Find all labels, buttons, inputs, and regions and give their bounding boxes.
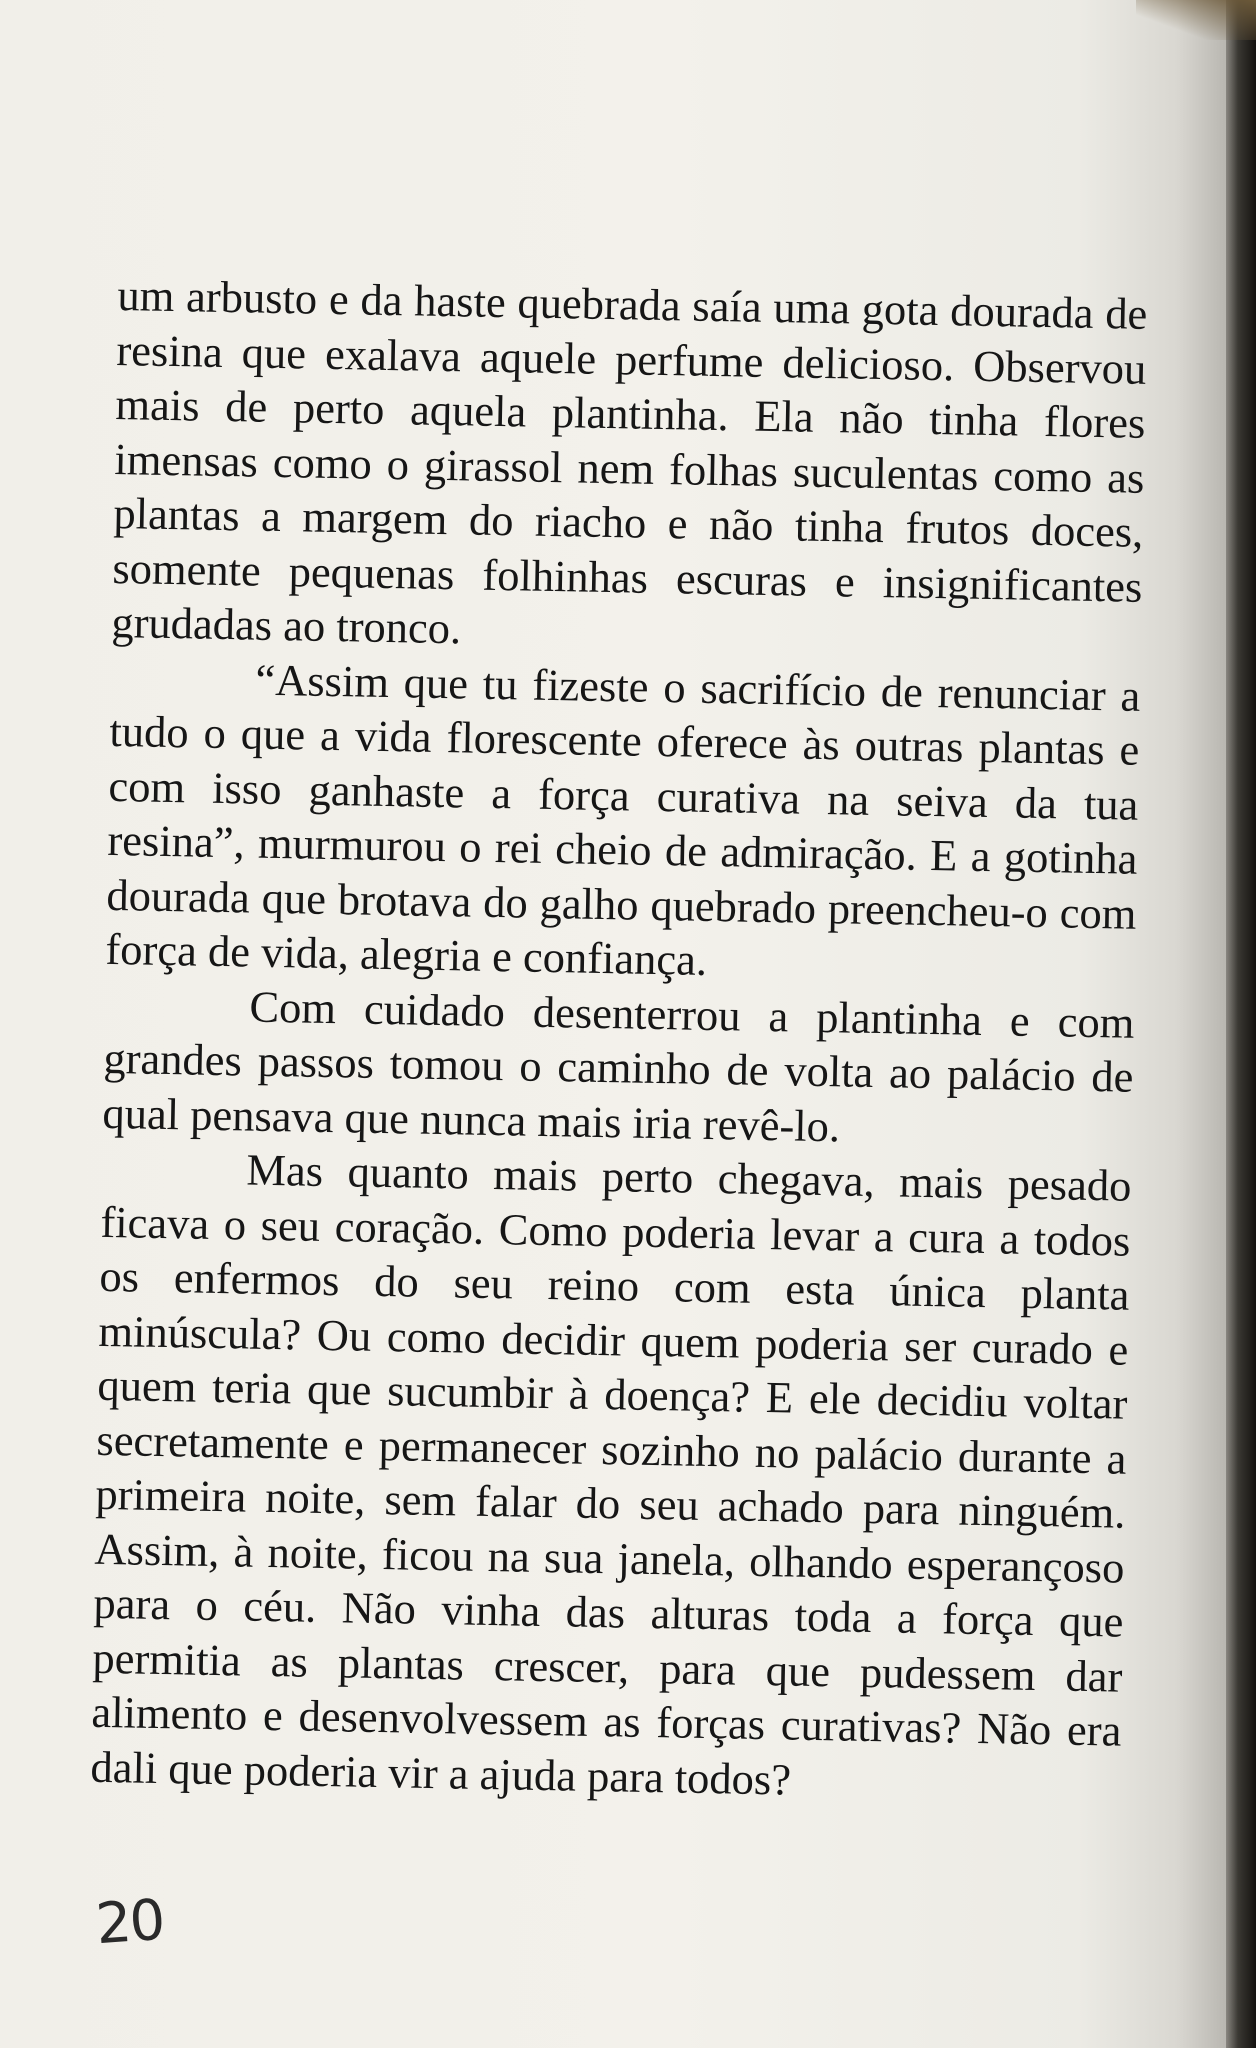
text-line: plantas a margem do riacho e não tinha frutos doces, bbox=[113, 487, 1144, 557]
text-line: para o céu. Não vinha das alturas toda a força que bbox=[93, 1577, 1124, 1647]
paragraph bbox=[102, 976, 1135, 1158]
page-corner-shadow bbox=[1136, 0, 1256, 40]
text-line: Assim, à noite, ficou na sua janela, olhando esperançoso bbox=[94, 1523, 1125, 1593]
text-line: quem teria que sucumbir à doença? E ele decidiu voltar bbox=[97, 1359, 1128, 1429]
text-line: alimento e desenvolvessem as forças curativas? Não era bbox=[91, 1686, 1122, 1756]
text-line: tudo o que a vida florescente oferece às outras plantas e bbox=[109, 705, 1140, 775]
paragraph bbox=[111, 268, 1148, 668]
text-line: ficava o seu coração. Como poderia levar a cura a todos bbox=[100, 1196, 1131, 1266]
text-line: dali que poderia vir a ajuda para todos? bbox=[90, 1741, 792, 1805]
text-line: permitia as plantas crescer, para que pudessem dar bbox=[92, 1632, 1123, 1702]
text-line: “Assim que tu fizeste o sacrifício de renunciar a bbox=[255, 654, 1141, 721]
text-line: mais de perto aquela plantinha. Ela não tinha flores bbox=[115, 378, 1146, 448]
text-line: somente pequenas folhinhas escuras e insignificantes bbox=[112, 542, 1143, 612]
text-line: Com cuidado desenterrou a plantinha e com bbox=[249, 981, 1135, 1048]
text-line: grudadas ao tronco. bbox=[111, 596, 462, 654]
text-line: dourada que brotava do galho quebrado preencheu-o com bbox=[106, 869, 1137, 939]
text-line: resina”, murmurou o rei cheio de admiração. E a gotinha bbox=[107, 814, 1138, 884]
body-text bbox=[90, 268, 1148, 1813]
text-line: um arbusto e da haste quebrada saía uma gota dourada de bbox=[117, 269, 1148, 339]
paragraph bbox=[105, 649, 1141, 995]
text-line: resina que exalava aquele perfume delicioso. Observou bbox=[116, 324, 1147, 394]
text-line: primeira noite, sem falar do seu achado para ninguém. bbox=[95, 1468, 1126, 1538]
text-line: Mas quanto mais perto chegava, mais pesado bbox=[246, 1144, 1132, 1211]
page-number: 20 bbox=[93, 1887, 166, 1958]
paragraph bbox=[90, 1140, 1132, 1813]
text-line: força de vida, alegria e confiança. bbox=[105, 923, 708, 985]
text-line: secretamente e permanecer sozinho no palácio durante a bbox=[96, 1414, 1127, 1484]
text-line: minúscula? Ou como decidir quem poderia ser curado e bbox=[98, 1305, 1129, 1375]
text-line: qual pensava que nunca mais iria revê-lo. bbox=[102, 1087, 841, 1151]
text-line: imensas como o girassol nem folhas suculentas como as bbox=[114, 433, 1145, 503]
text-line: grandes passos tomou o caminho de volta ao palácio de bbox=[103, 1032, 1134, 1102]
text-line: os enfermos do seu reino com esta única planta bbox=[99, 1250, 1130, 1320]
text-line: com isso ganhaste a força curativa na seiva da tua bbox=[108, 760, 1139, 830]
page-edge bbox=[1226, 0, 1256, 2048]
